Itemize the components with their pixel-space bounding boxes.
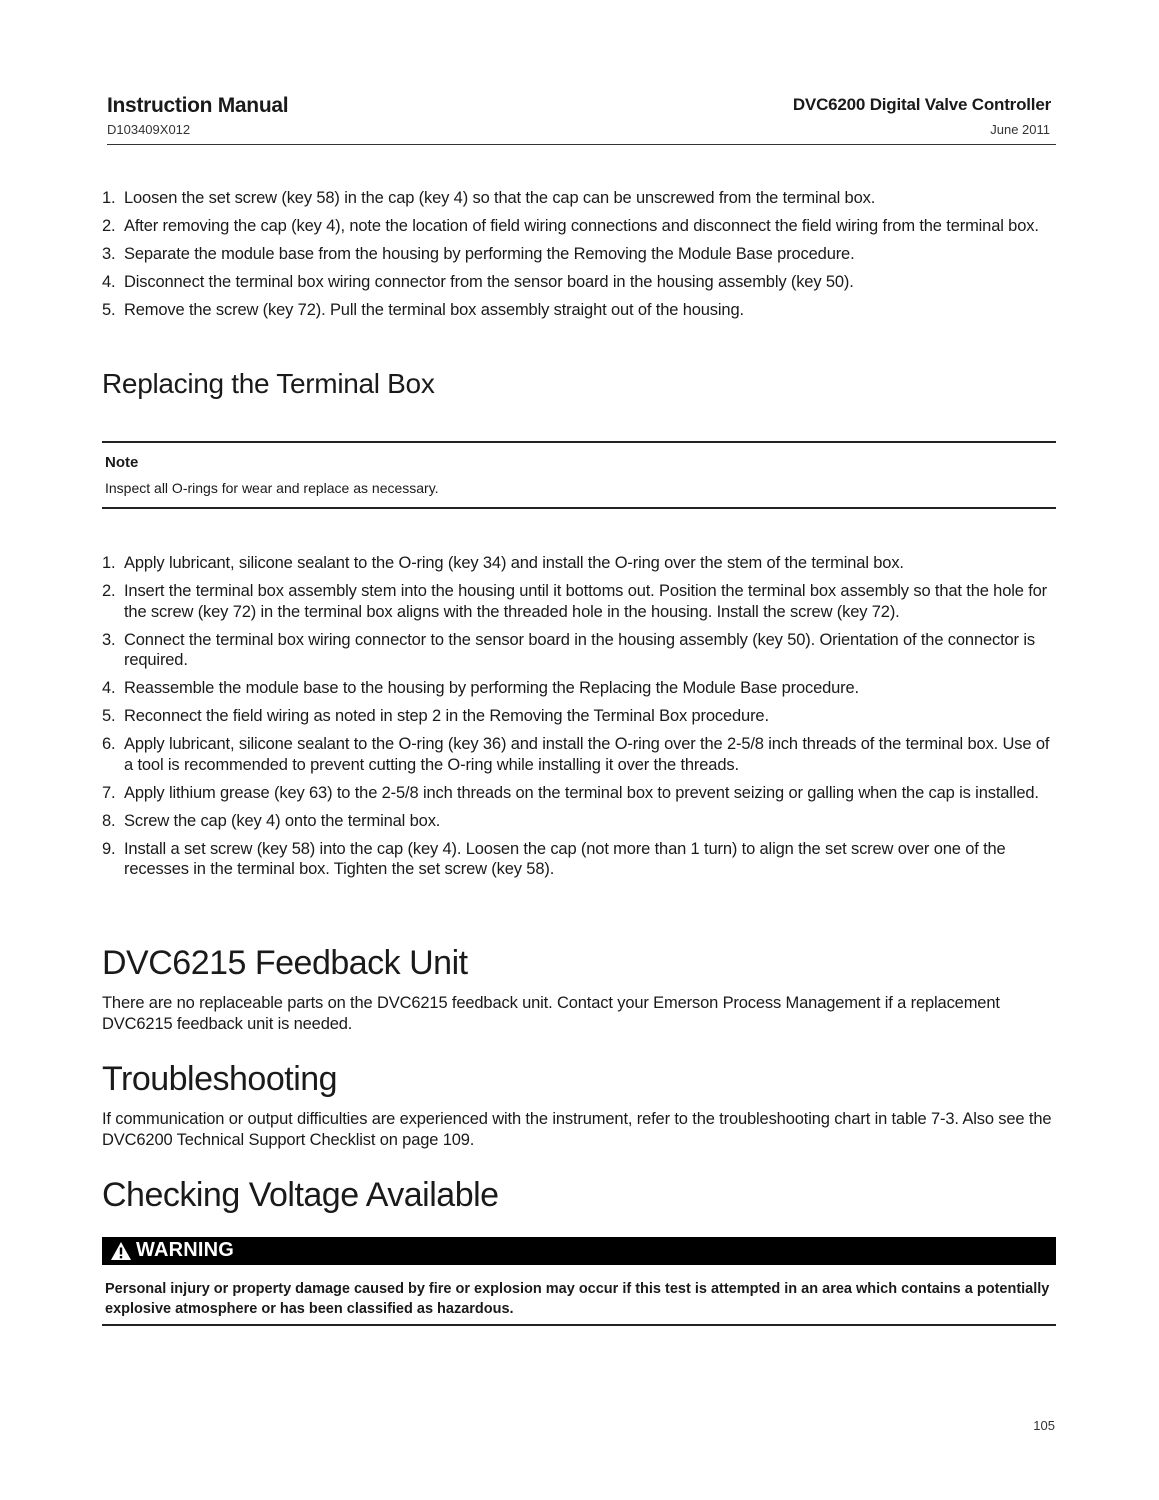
list-item (102, 553, 1054, 574)
replacing-terminal-box-heading: Replacing the Terminal Box (102, 368, 435, 399)
step-text: Apply lubricant, silicone sealant to the O-ring (key 34) and install the O-ring over the stem of the terminal box. (124, 554, 904, 572)
note-box (102, 441, 1056, 509)
manual-title: Instruction Manual (107, 94, 289, 117)
list-item (102, 706, 1054, 727)
warning-triangle-icon (110, 1241, 132, 1261)
list-item (102, 188, 1054, 209)
warning-label: WARNING (136, 1239, 235, 1261)
step-text: Reconnect the field wiring as noted in step 2 in the Removing the Terminal Box procedure. (124, 707, 769, 725)
product-title: DVC6200 Digital Valve Controller (792, 95, 1051, 114)
checking-voltage-heading: Checking Voltage Available (102, 1176, 499, 1214)
feedback-unit-text: There are no replaceable parts on the DVC6215 feedback unit. Contact your Emerson Process Management if a replacement DVC6215 feedback unit is needed. (102, 994, 1000, 1033)
document-number: D103409X012 (107, 122, 191, 137)
troubleshooting-text: If communication or output difficulties are experienced with the instrument, refer to the troubleshooting chart in table 7-3. Also see the DVC6200 Technical Support Checklist on page 109. (102, 1110, 1052, 1149)
list-item (102, 839, 1054, 880)
warning-banner (102, 1237, 1056, 1265)
step-number: 2. (102, 582, 116, 600)
warning-divider (102, 1324, 1056, 1326)
step-number: 7. (102, 783, 116, 802)
publication-date: June 2011 (990, 122, 1050, 137)
step-number: 5. (102, 707, 116, 725)
step-number: 4. (102, 273, 116, 291)
list-item (102, 734, 1054, 775)
list-item (102, 244, 1054, 265)
step-text: Screw the cap (key 4) onto the terminal box. (124, 811, 441, 830)
step-text: Disconnect the terminal box wiring connector from the sensor board in the housing assembly (key 50). (124, 273, 854, 291)
step-text: Insert the terminal box assembly stem into the housing until it bottoms out. Position the terminal box assembly so that the hole for the screw (key 72) in the terminal box aligns with the threaded hole in the housing. Install the screw (key 72). (124, 582, 1048, 621)
step-text: Apply lubricant, silicone sealant to the O-ring (key 36) and install the O-ring over the 2-5/8 inch threads of the terminal box. Use of a tool is recommended to prevent cutting the O-ring while installing it over the threads. (124, 735, 1050, 774)
page-number: 105 (1033, 1418, 1055, 1433)
step-text: After removing the cap (key 4), note the location of field wiring connections and disconnect the field wiring from the terminal box. (124, 217, 1039, 235)
list-item (102, 783, 1054, 804)
step-number: 3. (102, 245, 116, 263)
step-number: 9. (102, 839, 116, 858)
list-item (102, 678, 1054, 699)
step-number: 2. (102, 217, 116, 235)
feedback-unit-heading: DVC6215 Feedback Unit (102, 944, 468, 982)
note-title: Note (105, 454, 139, 471)
step-number: 5. (102, 301, 116, 319)
list-item (102, 216, 1054, 237)
list-item (102, 300, 1054, 321)
step-text: Remove the screw (key 72). Pull the terminal box assembly straight out of the housing. (124, 301, 744, 319)
removing-steps-list (102, 188, 1054, 328)
troubleshooting-heading: Troubleshooting (102, 1060, 338, 1098)
step-number: 3. (102, 630, 116, 649)
step-text: Install a set screw (key 58) into the cap (key 4). Loosen the cap (not more than 1 turn) to align the set screw over one of the recesses in the terminal box. Tighten the set screw (key 58). (124, 839, 1006, 878)
note-text: Inspect all O-rings for wear and replace as necessary. (105, 480, 439, 496)
warning-text: Personal injury or property damage caused by fire or explosion may occur if this test is attempted in an area which contains a potentially explosive atmosphere or has been classified as hazardous. (105, 1281, 1050, 1317)
step-text: Reassemble the module base to the housing by performing the Replacing the Module Base procedure. (124, 679, 859, 697)
step-number: 6. (102, 735, 116, 753)
list-item (102, 272, 1054, 293)
step-text: Connect the terminal box wiring connector to the sensor board in the housing assembly (key 50). Orientation of the connector is required. (124, 630, 1035, 669)
list-item (102, 581, 1054, 622)
replacing-steps-list (102, 553, 1054, 887)
step-text: Apply lithium grease (key 63) to the 2-5/8 inch threads on the terminal box to prevent seizing or galling when the cap is installed. (124, 783, 1039, 802)
header-divider (107, 144, 1056, 145)
step-number: 1. (102, 554, 116, 572)
step-number: 1. (102, 189, 116, 207)
list-item (102, 811, 1054, 832)
step-text: Separate the module base from the housing by performing the Removing the Module Base procedure. (124, 245, 855, 263)
list-item (102, 630, 1054, 671)
step-text: Loosen the set screw (key 58) in the cap (key 4) so that the cap can be unscrewed from the terminal box. (124, 189, 876, 207)
step-number: 4. (102, 679, 116, 697)
step-number: 8. (102, 811, 116, 830)
